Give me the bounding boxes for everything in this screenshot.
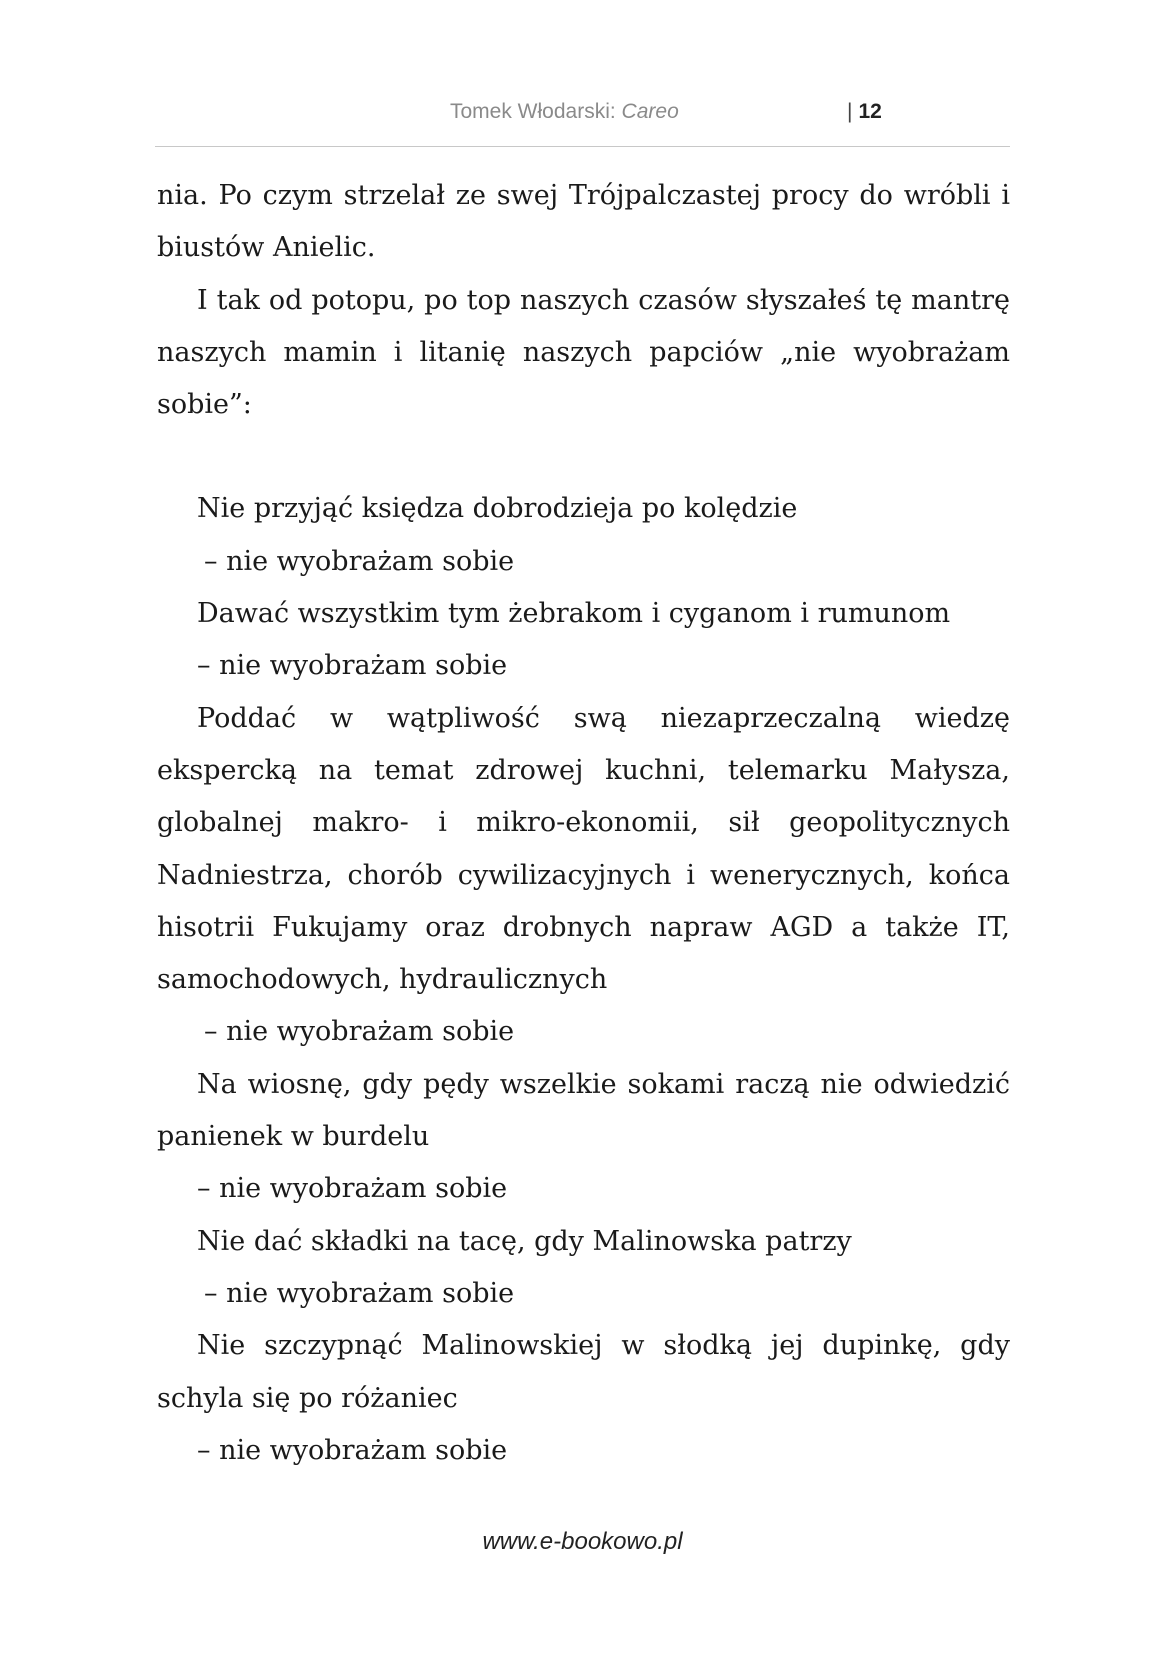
header-page-number-block [847, 100, 882, 124]
refrain-line: – nie wyobrażam sobie [197, 1434, 508, 1466]
refrain-line: – nie wyobrażam sobie [204, 1016, 515, 1048]
page-body [157, 170, 1010, 1477]
blank-line [157, 431, 1010, 483]
header-separator: | [847, 100, 853, 123]
header-author: Tomek Włodarski: [450, 100, 622, 123]
refrain-line: – nie wyobrażam sobie [197, 650, 508, 682]
verse-line: Dawać wszystkim tym żebrakom i cyganom i rumunom [197, 598, 951, 630]
header-book-title: Careo [621, 100, 679, 123]
verse-paragraph: Nie szczypnąć Malinowskiej w słodką jej dupinkę, gdy schyla się po różaniec [157, 1330, 1010, 1414]
refrain-line: – nie wyobrażam sobie [197, 1173, 508, 1205]
header-title [450, 100, 679, 124]
page-number: 12 [858, 100, 882, 123]
paragraph-continuation: nia. Po czym strzelał ze swej Trójpalczastej procy do wróbli i biustów Anielic. [157, 180, 1010, 264]
refrain-line: – nie wyobrażam sobie [204, 545, 515, 577]
verse-paragraph: Na wiosnę, gdy pędy wszelkie sokami raczą nie odwiedzić panienek w burdelu [157, 1068, 1010, 1153]
paragraph-mantra-intro: I tak od potopu, po top naszych czasów słyszałeś tę mantrę naszych mamin i litanię naszych papciów „nie wyobrażam sobie”: [157, 284, 1010, 421]
verse-line: Nie dać składki na tacę, gdy Malinowska patrzy [197, 1225, 852, 1257]
footer-url: www.e-bookowo.pl [482, 1528, 683, 1555]
verse-paragraph: Poddać w wątpliwość swą niezaprzeczalną wiedzę ekspercką na temat zdrowej kuchni, telemarku Małysza, globalnej makro- i mikro-ekonomii, sił geopolitycznych Nadniestrza, chorób cywilizacyjnych i wenerycznych, końca hisotrii Fukujamy oraz drobnych napraw AGD a także IT, samochodowych, hydraulicznych [157, 702, 1010, 996]
refrain-line: – nie wyobrażam sobie [204, 1277, 515, 1309]
verse-line: Nie przyjąć księdza dobrodzieja po kolędzie [197, 493, 798, 525]
header-divider [155, 146, 1010, 147]
running-header [155, 96, 1010, 136]
